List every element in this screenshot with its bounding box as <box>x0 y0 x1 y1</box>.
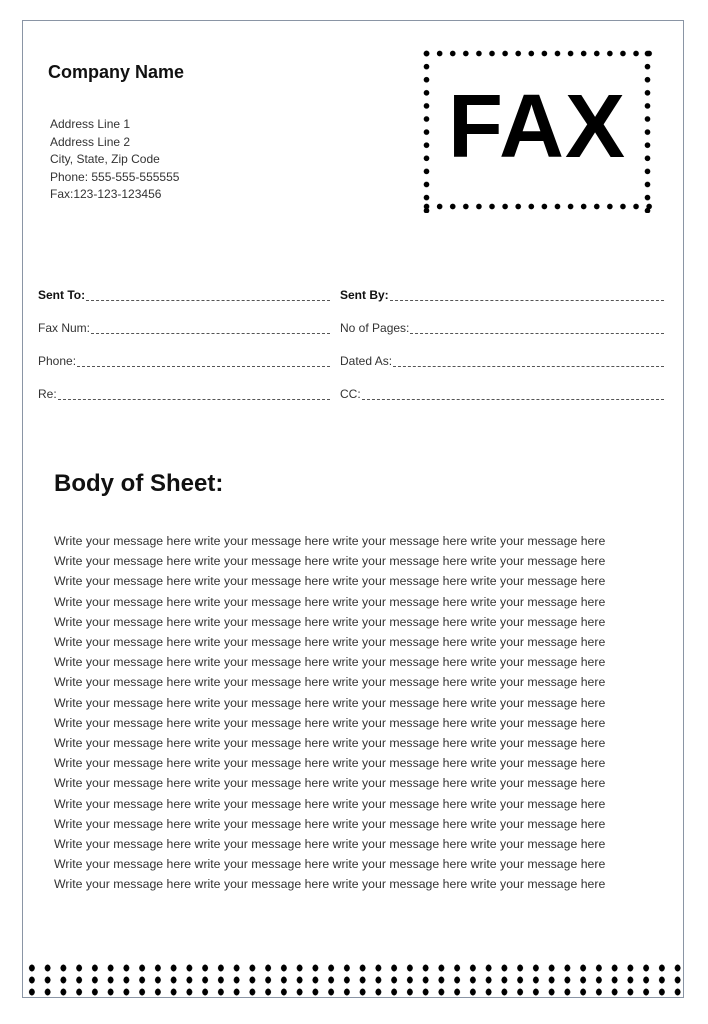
body-title: Body of Sheet: <box>54 470 224 497</box>
field-re[interactable] <box>38 387 330 420</box>
message-line: Write your message here write your message here write your message here write your message here <box>54 614 606 629</box>
company-name: Company Name <box>48 62 185 82</box>
company-fax: Fax:123-123-123456 <box>50 187 162 202</box>
field-label: Re: <box>38 387 57 401</box>
field-row <box>38 321 664 354</box>
field-label: No of Pages: <box>340 321 410 335</box>
field-blank-line[interactable] <box>393 354 664 367</box>
message-line: Write your message here write your message here write your message here write your message here <box>54 715 606 730</box>
fax-fields <box>38 288 664 420</box>
message-line: Write your message here write your message here write your message here write your message here <box>54 635 606 650</box>
dotted-footer-decoration <box>24 962 684 998</box>
message-line: Write your message here write your message here write your message here write your message here <box>54 574 606 589</box>
city-state-zip: City, State, Zip Code <box>50 152 160 167</box>
message-line: Write your message here write your message here write your message here write your message here <box>54 816 606 831</box>
message-line: Write your message here write your message here write your message here write your message here <box>54 796 606 811</box>
message-line: Write your message here write your message here write your message here write your message here <box>54 554 606 569</box>
message-line: Write your message here write your message here write your message here write your message here <box>54 736 606 751</box>
fax-title: FAX <box>447 77 627 177</box>
company-address <box>50 116 179 204</box>
message-body[interactable] <box>54 531 654 895</box>
field-cc[interactable] <box>340 387 664 420</box>
field-blank-line[interactable] <box>77 354 330 367</box>
field-label: Fax Num: <box>38 321 91 335</box>
message-line: Write your message here write your message here write your message here write your message here <box>54 594 606 609</box>
field-blank-line[interactable] <box>58 387 330 400</box>
field-label: Phone: <box>38 354 77 368</box>
address-line-2: Address Line 2 <box>50 134 131 149</box>
field-blank-line[interactable] <box>410 321 664 334</box>
message-line: Write your message here write your message here write your message here write your message here <box>54 857 606 872</box>
field-sent-to[interactable] <box>38 288 330 321</box>
field-blank-line[interactable] <box>362 387 664 400</box>
field-dated-as[interactable] <box>340 354 664 387</box>
address-line-1: Address Line 1 <box>50 117 131 131</box>
message-line: Write your message here write your message here write your message here write your message here <box>54 837 606 852</box>
field-row <box>38 387 664 420</box>
message-line: Write your message here write your message here write your message here write your message here <box>54 655 606 670</box>
field-label: CC: <box>340 387 361 401</box>
field-label: Sent By: <box>340 288 389 302</box>
message-line: Write your message here write your message here write your message here write your message here <box>54 695 606 710</box>
field-blank-line[interactable] <box>91 321 330 334</box>
field-label: Dated As: <box>340 354 393 368</box>
company-phone: Phone: 555-555-555555 <box>50 169 180 184</box>
field-sent-by[interactable] <box>340 288 664 321</box>
field-phone[interactable] <box>38 354 330 387</box>
message-line: Write your message here write your message here write your message here write your message here <box>54 534 606 548</box>
field-row <box>38 354 664 387</box>
field-no-of-pages[interactable] <box>340 321 664 354</box>
field-blank-line[interactable] <box>390 288 664 301</box>
message-line: Write your message here write your message here write your message here write your message here <box>54 776 606 791</box>
message-line: Write your message here write your message here write your message here write your message here <box>54 756 606 771</box>
field-row <box>38 288 664 321</box>
field-fax-num[interactable] <box>38 321 330 354</box>
message-line: Write your message here write your message here write your message here write your message here <box>54 675 606 690</box>
field-label: Sent To: <box>38 288 86 302</box>
fax-stamp <box>420 47 654 213</box>
message-line: Write your message here write your message here write your message here write your message here <box>54 877 606 892</box>
field-blank-line[interactable] <box>86 288 330 301</box>
